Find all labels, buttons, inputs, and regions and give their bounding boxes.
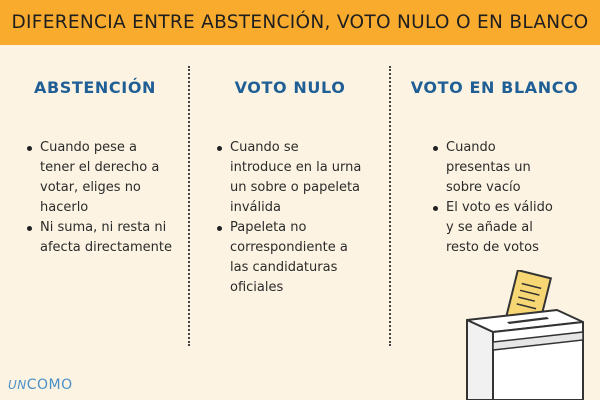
list-item: Cuando presentas un sobre vacío	[430, 138, 560, 198]
list-item: Ni suma, ni resta ni afecta directamente	[24, 218, 174, 258]
bullet-list	[24, 138, 174, 258]
column-heading: ABSTENCIÓN	[33, 78, 157, 97]
divider	[389, 66, 391, 346]
bullet-list	[430, 138, 560, 258]
column-heading: VOTO NULO	[234, 78, 346, 97]
bullet-list	[214, 138, 364, 298]
ballot-box-icon	[455, 270, 585, 400]
list-item: Cuando pese a tener el derecho a votar, eliges no hacerlo	[24, 138, 174, 218]
list-item: El voto es válido y se añade al resto de votos	[430, 198, 560, 258]
list-item: Cuando se introduce en la urna un sobre o papeleta inválida	[214, 138, 364, 218]
list-item: Papeleta no correspondiente a las candidaturas oficiales	[214, 218, 364, 298]
column-voto-nulo	[190, 78, 390, 298]
brand-logo: UNCOMO	[8, 377, 73, 393]
column-heading: VOTO EN BLANCO	[410, 78, 579, 97]
page-title: DIFERENCIA ENTRE ABSTENCIÓN, VOTO NULO O EN BLANCO	[11, 12, 589, 33]
column-abstencion	[0, 78, 190, 258]
title-banner	[0, 0, 600, 45]
column-voto-en-blanco	[392, 78, 597, 258]
